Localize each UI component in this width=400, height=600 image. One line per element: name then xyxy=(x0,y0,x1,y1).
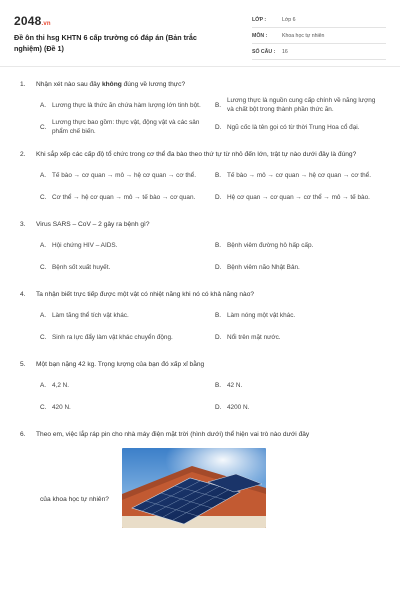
question-text: Ta nhận biết trực tiếp được một vật có nhiệt năng khi nó có khả năng nào? xyxy=(36,291,255,298)
meta-row-class xyxy=(252,12,386,28)
page-title: Đề ôn thi hsg KHTN 6 cấp trường có đáp án (Bản trắc nghiệm) (Đề 1) xyxy=(14,33,197,53)
meta-key: SỐ CÂU : xyxy=(252,48,276,55)
option-b[interactable]: B. Tế bào → mô → cơ quan → hệ cơ quan → cơ thể. xyxy=(215,171,372,179)
solar-panel-image xyxy=(122,448,266,528)
logo-suffix: .vn xyxy=(41,21,51,27)
header-divider xyxy=(0,66,400,67)
meta-row-count xyxy=(252,44,386,60)
option-d[interactable]: D. 4200 N. xyxy=(215,403,250,411)
meta-row-subject xyxy=(252,28,386,44)
option-a[interactable]: A. Làm tăng thể tích vật khác. xyxy=(40,311,129,319)
question-number: 3. xyxy=(20,221,26,228)
option-a[interactable]: A. 4,2 N. xyxy=(40,381,70,389)
option-c[interactable]: C. Cơ thể → hệ cơ quan → mô → tế bào → cơ quan. xyxy=(40,193,196,201)
question-text: Theo em, việc lắp ráp pin cho nhà máy điện mặt trời (hình dưới) thể hiện vai trò nào dưới đây xyxy=(36,431,310,438)
option-d[interactable]: D. Hệ cơ quan → cơ quan → cơ thể → mô → tế bào. xyxy=(215,193,370,201)
question-number: 2. xyxy=(20,151,26,158)
option-a[interactable]: A. Hội chứng HIV – AIDS. xyxy=(40,241,118,249)
question-6 xyxy=(20,430,380,524)
option-a[interactable]: A. Tế bào → cơ quan → mô → hệ cơ quan → cơ thể. xyxy=(40,171,197,179)
option-b[interactable]: B. Bệnh viêm đường hô hấp cấp. xyxy=(215,241,314,249)
option-d[interactable]: D. Nổi trên mặt nước. xyxy=(215,333,281,341)
option-d[interactable]: D. Bệnh viêm não Nhật Bản. xyxy=(215,263,300,271)
question-number: 5. xyxy=(20,361,26,368)
question-4 xyxy=(20,290,380,346)
options xyxy=(20,96,380,136)
option-a[interactable]: A. Lương thực là thức ăn chứa hàm lượng lớn tinh bột. xyxy=(40,101,201,109)
options xyxy=(20,166,380,206)
option-c[interactable]: C. Sinh ra lực đẩy làm vật khác chuyển động. xyxy=(40,333,173,341)
meta-value: 16 xyxy=(282,48,288,55)
meta-value: Lớp 6 xyxy=(282,16,296,23)
options xyxy=(20,376,380,416)
meta-key: LỚP : xyxy=(252,16,267,23)
logo-main: 2048 xyxy=(14,14,42,28)
question-text: Virus SARS – CoV – 2 gây ra bệnh gì? xyxy=(36,221,150,228)
header xyxy=(14,12,386,64)
question-1 xyxy=(20,80,380,136)
question-number: 6. xyxy=(20,431,26,438)
question-text: Một bạn nặng 42 kg. Trọng lượng của bạn đó xấp xỉ bằng xyxy=(36,361,205,368)
emphasis: không xyxy=(101,81,122,88)
options xyxy=(20,306,380,346)
option-c[interactable]: C. Bệnh sốt xuất huyết. xyxy=(40,263,111,271)
option-b[interactable]: B. 42 N. xyxy=(215,381,243,389)
question-text: Nhận xét nào sau đây không đúng về lương thực? xyxy=(36,81,186,88)
question-list xyxy=(20,80,380,538)
options xyxy=(20,236,380,276)
question-5 xyxy=(20,360,380,416)
question-text-continuation: của khoa học tự nhiên? xyxy=(40,496,109,503)
option-c[interactable]: C. 420 N. xyxy=(40,403,71,411)
meta-key: MÔN : xyxy=(252,32,268,39)
option-d[interactable]: D. Ngũ cốc là tên gọi có từ thời Trung Hoa cổ đại. xyxy=(215,123,360,131)
meta-table xyxy=(252,12,386,60)
option-b[interactable]: B. Làm nóng một vật khác. xyxy=(215,311,296,319)
question-number: 1. xyxy=(20,81,26,88)
site-logo[interactable] xyxy=(14,14,51,28)
question-number: 4. xyxy=(20,291,26,298)
option-c[interactable]: C. Lương thực bao gồm: thực vật, động vật và các sản phẩm chế biến. xyxy=(40,119,200,135)
meta-value: Khoa học tự nhiên xyxy=(282,32,325,39)
option-b[interactable]: B. Lương thực là nguồn cung cấp chính về năng lượng và chất bột trong thành phần thức ăn. xyxy=(215,97,376,113)
question-text: Khi sắp xếp các cấp độ tổ chức trong cơ thể đa bào theo thứ tự từ nhỏ đến lớn, trật tự nào dưới đây là đúng? xyxy=(36,151,357,158)
question-3 xyxy=(20,220,380,276)
question-2 xyxy=(20,150,380,206)
